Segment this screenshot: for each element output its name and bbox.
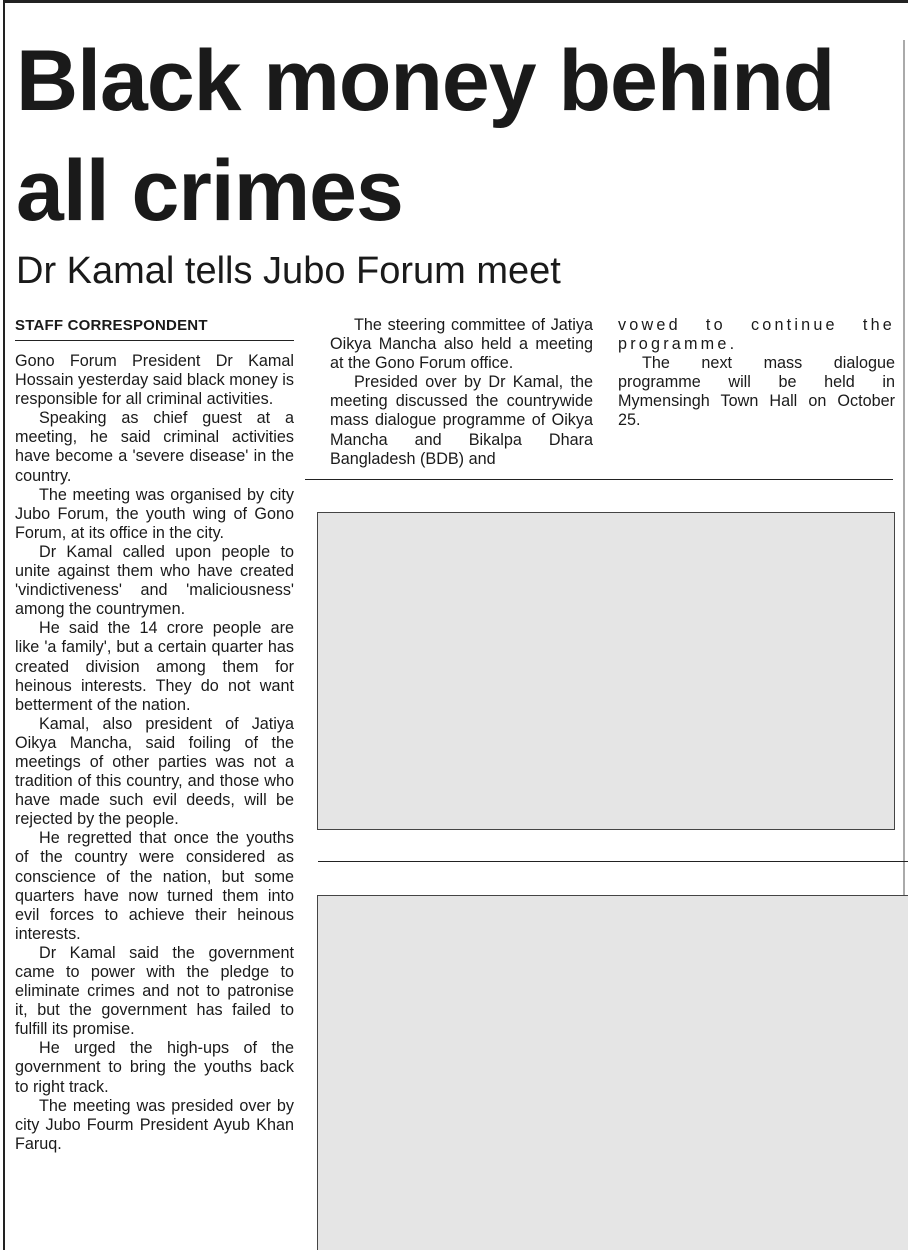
paragraph: The next mass dialogue programme will be held in Mymensingh Town Hall on October 25.: [618, 354, 895, 430]
paragraph: Speaking as chief guest at a meeting, he said criminal activities have become a 'severe disease' in the country.: [15, 409, 294, 485]
column-3: [618, 316, 895, 431]
top-rule: [3, 0, 908, 3]
paragraph: Dr Kamal said the government came to power with the pledge to eliminate crimes and not to patronise it, but the government has failed to fulfill its promise.: [15, 943, 294, 1039]
paragraph: Presided over by Dr Kamal, the meeting discussed the countrywide mass dialogue programme of Oikya Mancha and Bikalpa Dhara Bangladesh (BDB) and: [330, 373, 593, 468]
paragraph: The meeting was organised by city Jubo Forum, the youth wing of Gono Forum, at its office in the city.: [15, 485, 294, 542]
deck-subheadline: Dr Kamal tells Jubo Forum meet: [16, 250, 561, 292]
column-2: [330, 316, 593, 469]
left-border: [3, 0, 5, 1250]
paragraph: Dr Kamal called upon people to unite against them who have created 'vindictiveness' and 'maliciousness' among the countrymen.: [15, 542, 294, 619]
column-1: [15, 352, 294, 1154]
section-rule: [305, 479, 893, 480]
byline: STAFF CORRESPONDENT: [15, 317, 208, 334]
paragraph: Kamal, also president of Jatiya Oikya Mancha, said foiling of the meetings of other parties was not a tradition of this country, and those who have made such evil deeds, will be rejected by the people.: [15, 714, 294, 829]
paragraph: The meeting was presided over by city Jubo Fourm President Ayub Khan Faruq.: [15, 1096, 294, 1153]
paragraph: He urged the high-ups of the government to bring the youths back to right track.: [15, 1039, 294, 1096]
byline-rule: [15, 340, 294, 341]
section-rule: [318, 861, 908, 862]
paragraph: vowed to continue the programme.: [618, 316, 895, 354]
paragraph: He regretted that once the youths of the country were considered as conscience of the nation, but some quarters have now turned them into evil forces to achieve their heinous interests.: [15, 829, 294, 943]
image-placeholder: [317, 895, 908, 1250]
paragraph: He said the 14 crore people are like 'a family', but a certain quarter has created division among them for heinous interests. They do not want betterment of the nation.: [15, 619, 294, 714]
headline: Black money behind all crimes: [16, 33, 835, 239]
paragraph: The steering committee of Jatiya Oikya Mancha also held a meeting at the Gono Forum office.: [330, 316, 593, 373]
image-placeholder: [317, 512, 895, 830]
paragraph: Gono Forum President Dr Kamal Hossain yesterday said black money is responsible for all criminal activities.: [15, 352, 294, 409]
